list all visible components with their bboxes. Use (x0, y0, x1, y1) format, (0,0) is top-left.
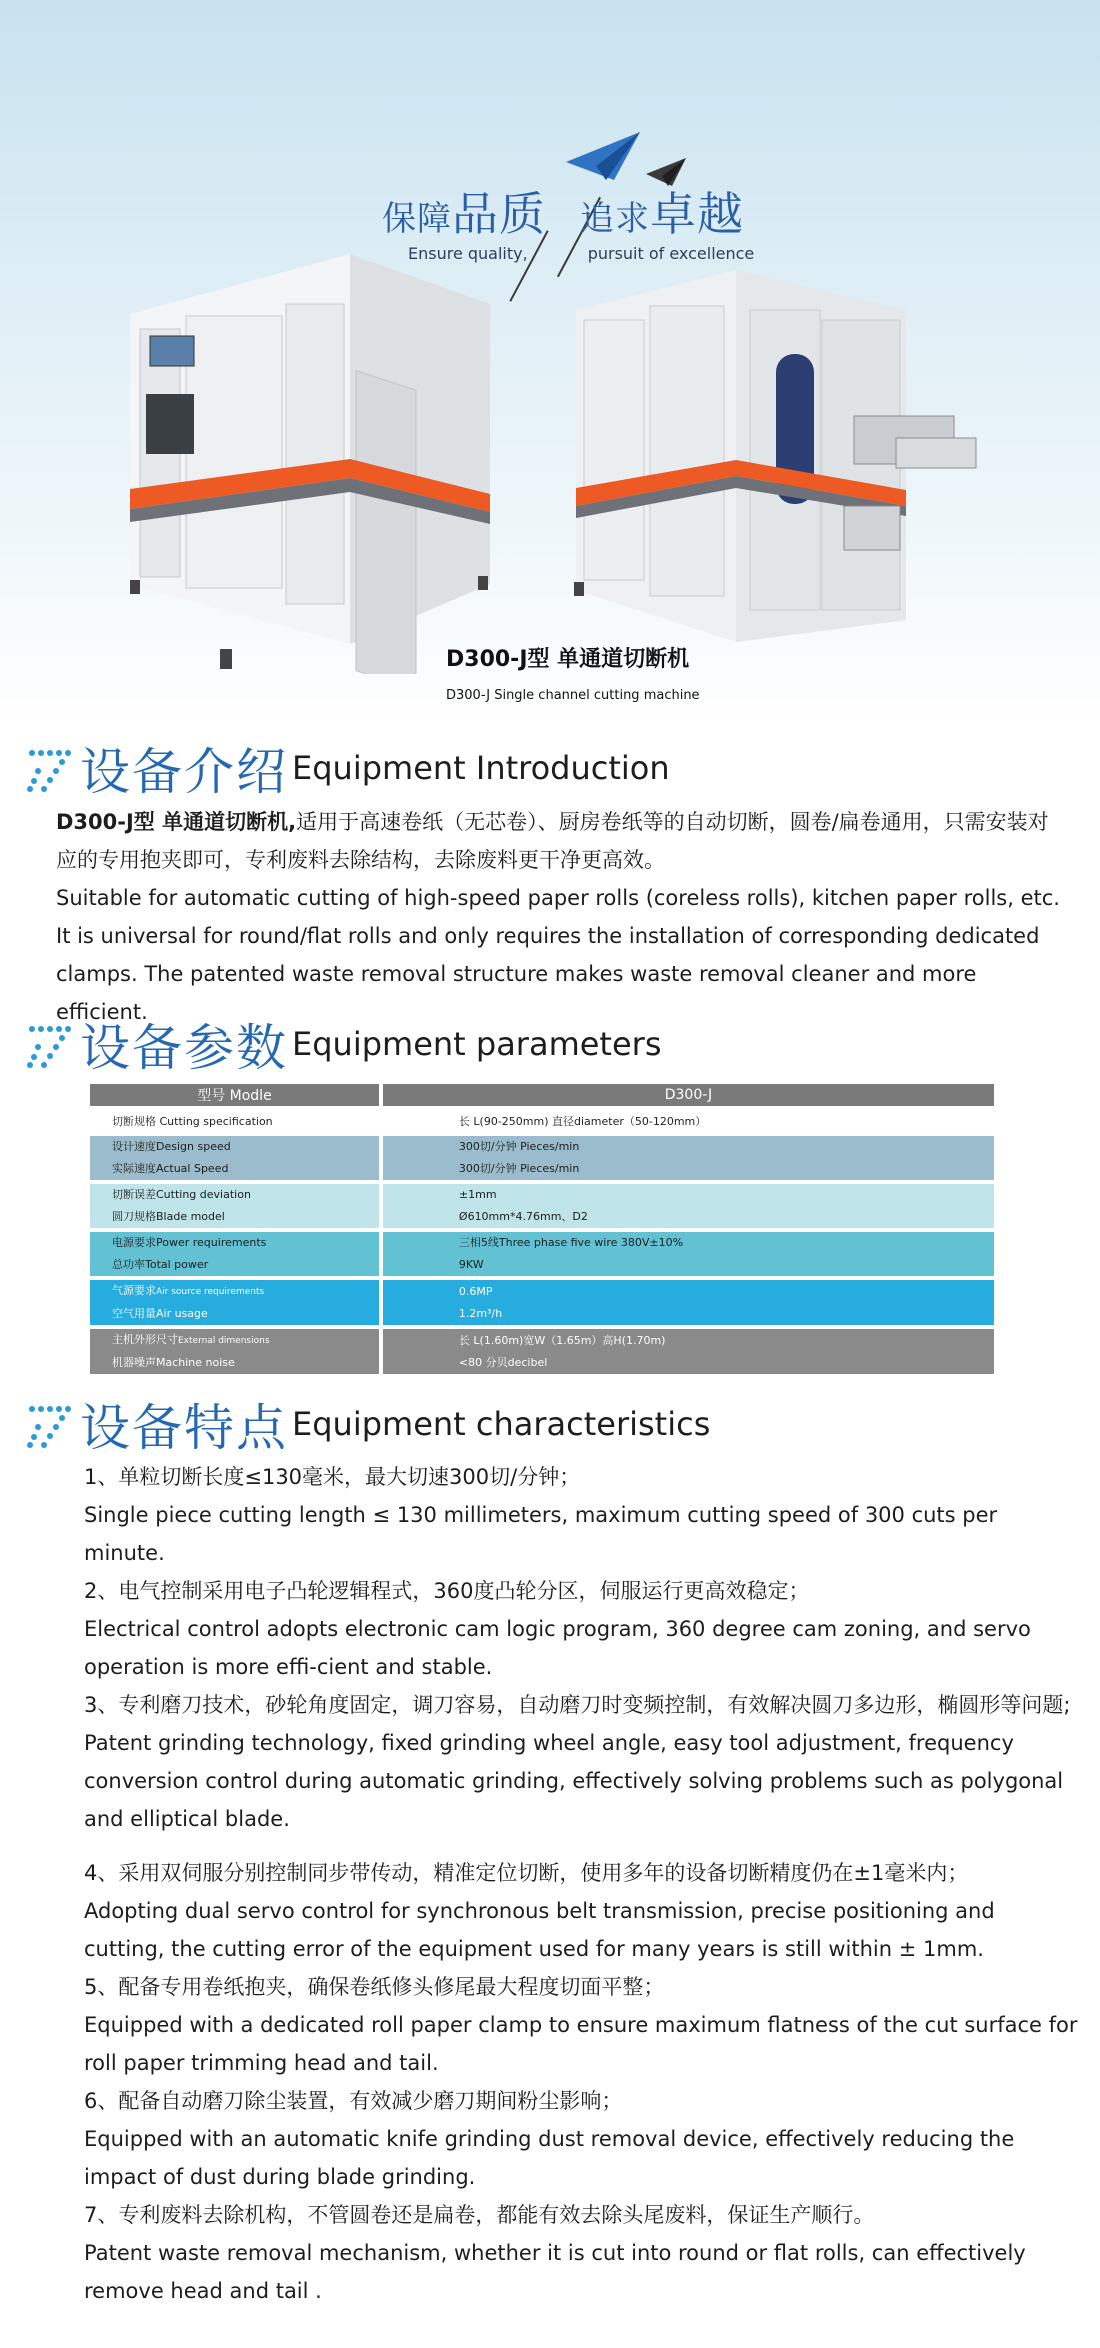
table-row (90, 1276, 994, 1325)
spacer (84, 1838, 1080, 1854)
actual-speed-label: 实际速度Actual Speed (112, 1162, 229, 1175)
intro-heading-cn: 设备介绍 (80, 743, 288, 801)
char-7-cn: 7、专利废料去除机构，不管圆卷还是扁卷，都能有效去除头尾废料，保证生产顺行。 (84, 2203, 875, 2227)
char-4-cn: 4、采用双伺服分别控制同步带传动，精准定位切断，使用多年的设备切断精度仍在±1毫米内； (84, 1861, 969, 1885)
blade-label: 圆刀规格Blade model (112, 1210, 225, 1223)
noise-label: 机器噪声Machine noise (112, 1356, 235, 1369)
char-6-en: Equipped with an automatic knife grinding dust removal device, effectively reducing the impact of dust during blade grinding. (84, 2127, 1015, 2189)
actual-speed-value: 300切/分钟 Pieces/min (458, 1162, 580, 1175)
air-req-value: 0.6MP (458, 1284, 493, 1298)
intro-lead-bold: D300-J型 单通道切断机, (56, 810, 297, 834)
paper-plane-blue-icon (566, 132, 640, 182)
section-dots-icon (24, 1399, 74, 1449)
power-req-label: 电源要求Power requirements (112, 1236, 267, 1249)
char-2-en: Electrical control adopts electronic cam logic program, 360 degree cam zoning, and servo operation is more effi-cient and stable. (84, 1617, 1031, 1679)
total-power-value: 9KW (458, 1258, 484, 1271)
machine-image-left (120, 254, 500, 674)
chars-heading-cn: 设备特点 (80, 1399, 288, 1457)
chars-heading-en: Equipment characteristics (292, 1405, 711, 1443)
deviation-value: ±1mm (458, 1188, 497, 1201)
power-req-value: 三相5线Three phase five wire 380V±10% (458, 1236, 684, 1249)
intro-heading-en: Equipment Introduction (292, 749, 670, 787)
noise-value: <80 分贝decibel (458, 1355, 548, 1369)
total-power-label: 总功率Total power (112, 1258, 209, 1271)
slogan-en: Ensure quality, pursuit of excellence (408, 244, 755, 263)
char-5-en: Equipped with a dedicated roll paper clamp to ensure maximum flatness of the cut surface for roll paper trimming head and tail. (84, 2013, 1078, 2075)
char-2-cn: 2、电气控制采用电子凸轮逻辑程式，360度凸轮分区，伺服运行更高效稳定； (84, 1579, 810, 1603)
section-dots-icon (24, 743, 74, 793)
char-3-en: Patent grinding technology, fixed grinding wheel angle, easy tool adjustment, frequency conversion control during automatic grinding, effectively solving problems such as polygonal and elliptical blade. (84, 1731, 1064, 1831)
section-heading-parameters (24, 1008, 661, 1080)
air-use-value: 1.2m³/h (458, 1306, 503, 1320)
intro-lead-rest: 适用于高速卷纸（无芯卷）、厨房卷纸等的自动切断，圆卷/扁卷通用，只需安装对应的专用抱夹即可，专利废料去除结构，去除废料更干净更高效。 (56, 810, 1049, 872)
machine-model-cn: D300-J型 单通道切断机 (446, 647, 690, 672)
parameters-table (86, 1084, 998, 1374)
section-dots-icon (24, 1019, 74, 1069)
section-heading-introduction (24, 732, 670, 804)
characteristics-list (84, 1458, 1080, 2310)
table-header-row (90, 1084, 994, 1110)
char-4-en: Adopting dual servo control for synchronous belt transmission, precise positioning and cutting, the cutting error of the equipment used for many years is still within ± 1mm. (84, 1899, 995, 1961)
intro-en-paragraph: Suitable for automatic cutting of high-speed paper rolls (coreless rolls), kitchen paper rolls, etc. It is universal for round/flat rolls and only requires the installation of corresponding dedicated clamps. The patented waste removal structure makes waste removal cleaner and more efficient. (56, 886, 1060, 1024)
slogan-cn: 保障品质 追求卓越 (382, 187, 744, 241)
char-6-cn: 6、配备自动磨刀除尘装置，有效减少磨刀期间粉尘影响； (84, 2089, 623, 2113)
char-5-cn: 5、配备专用卷纸抱夹，确保卷纸修头修尾最大程度切面平整； (84, 1975, 665, 1999)
section-heading-characteristics (24, 1388, 710, 1460)
header-model-label: 型号 Modle (90, 1084, 379, 1110)
design-speed-value: 300切/分钟 Pieces/min (458, 1140, 580, 1153)
table-row (90, 1110, 994, 1132)
params-heading-cn: 设备参数 (80, 1019, 288, 1077)
blade-value: Ø610mm*4.76mm、D2 (458, 1210, 588, 1223)
air-req-label: 气源要求Air source requirements (112, 1284, 265, 1297)
intro-cn-paragraph (56, 803, 1066, 879)
dims-label: 主机外形尺寸External dimensions (112, 1333, 270, 1346)
table-row (90, 1228, 994, 1276)
table-row (90, 1325, 994, 1374)
cut-spec-value: 长 L(90-250mm) 直径diameter（50-120mm） (383, 1110, 994, 1132)
cut-spec-label: 切断规格 Cutting specification (90, 1110, 379, 1132)
machine-model-en: D300-J Single channel cutting machine (446, 688, 700, 703)
air-use-label: 空气用量Air usage (112, 1307, 208, 1320)
table-row (90, 1132, 994, 1180)
params-heading-en: Equipment parameters (292, 1025, 662, 1063)
header-model-value: D300-J (383, 1084, 994, 1110)
table-row (90, 1180, 994, 1228)
intro-text (56, 803, 1066, 1031)
deviation-label: 切断误差Cutting deviation (112, 1188, 251, 1201)
char-3-cn: 3、专利磨刀技术，砂轮角度固定，调刀容易，自动磨刀时变频控制，有效解决圆刀多边形，椭圆形等问题; (84, 1693, 1071, 1717)
machine-image-right (566, 270, 986, 642)
char-1-en: Single piece cutting length ≤ 130 millimeters, maximum cutting speed of 300 cuts per minute. (84, 1503, 998, 1565)
char-1-cn: 1、单粒切断长度≤130毫米，最大切速300切/分钟； (84, 1465, 581, 1489)
char-7-en: Patent waste removal mechanism, whether it is cut into round or flat rolls, can effectively remove head and tail . (84, 2241, 1026, 2303)
dims-value: 长 L(1.60m)宽W（1.65m）高H(1.70m) (458, 1333, 666, 1347)
design-speed-label: 设计速度Design speed (112, 1140, 231, 1153)
